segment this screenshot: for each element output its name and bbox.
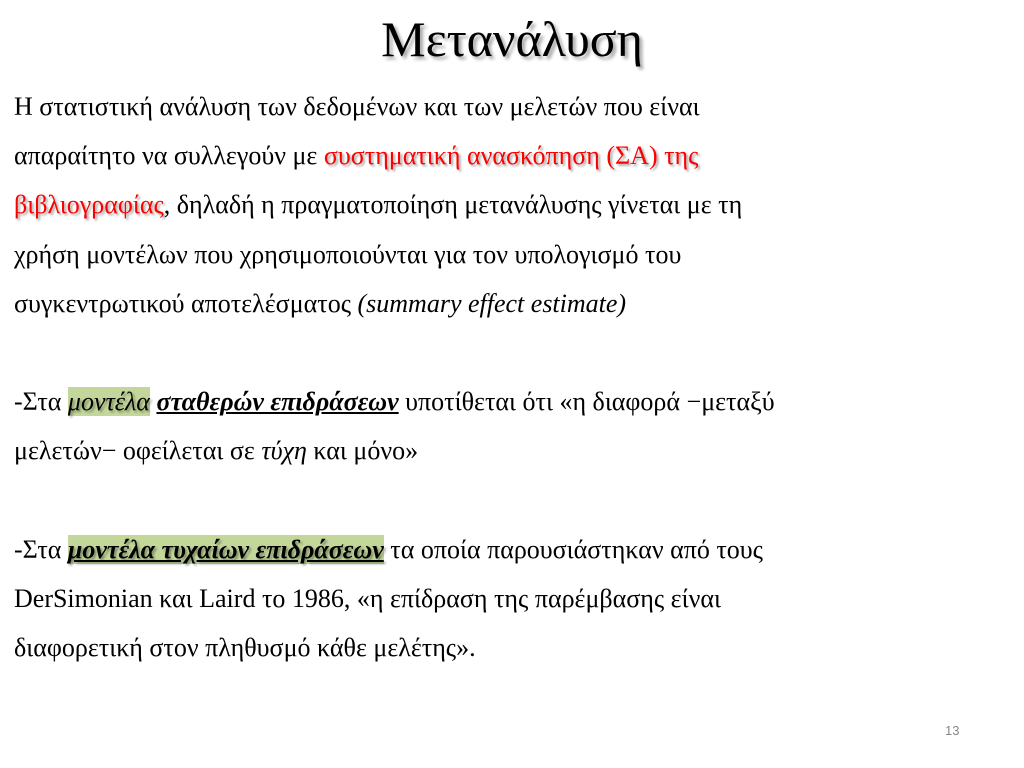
paragraph-1-line-2 [14,131,1020,180]
paragraph-3-rest: τα οποία παρουσιάστηκαν από τους [383,534,763,564]
paragraph-3-prefix: -Στα [14,534,68,564]
bibliography-term: βιβλιογραφίας [14,190,164,220]
fixed-effects-term: σταθερών επιδράσεων [156,387,399,417]
paragraph-1-line-2-prefix: απαραίτητο να συλλεγούν με [14,141,324,171]
paragraph-3-line-3: διαφορετική στον πληθυσμό κάθε μελέτης». [14,633,476,663]
paragraph-1-line-5-prefix: συγκεντρωτικού αποτελέσματος [14,288,358,318]
random-effects-term: μοντέλα τυχαίων επιδράσεων [67,534,384,564]
spacer [14,476,1020,525]
paragraph-2-line-2-prefix: μελετών− οφείλεται σε [14,436,262,466]
paragraph-1-line-3 [14,180,1020,229]
summary-effect-term: (summary effect estimate) [357,288,627,318]
paragraph-1-line-4: χρήση μοντέλων που χρησιμοποιούνται για τον υπολογισμό του [14,239,682,269]
paragraph-2-rest: υποτίθεται ότι «η διαφορά −μεταξύ [398,387,775,417]
paragraph-2-line-2 [14,426,1020,475]
paragraph-1-line-5 [14,279,1020,328]
models-highlight: μοντέλα [67,387,150,417]
paragraph-3-line-1 [14,525,1020,574]
spacer [14,328,1020,377]
systematic-review-term: συστηματική ανασκόπηση (ΣΑ) της [323,141,699,171]
slide-title: Μετανάλυση [381,11,643,67]
paragraph-2-line-2-rest: και μόνο» [306,436,419,466]
slide-body [14,82,1020,672]
page-number: 13 [945,723,960,738]
chance-term: τύχη [261,436,307,466]
paragraph-1-line-1: Η στατιστική ανάλυση των δεδομένων και των μελετών που είναι [14,92,700,121]
paragraph-3-line-2: DerSimonian και Laird το 1986, «η επίδραση της παρέμβασης είναι [14,584,721,613]
paragraph-1-line-3-rest: , δηλαδή η πραγματοποίηση μετανάλυσης γίνεται με τη [163,190,743,220]
paragraph-2-line-1 [14,377,1020,426]
paragraph-2-prefix: -Στα [14,387,68,417]
